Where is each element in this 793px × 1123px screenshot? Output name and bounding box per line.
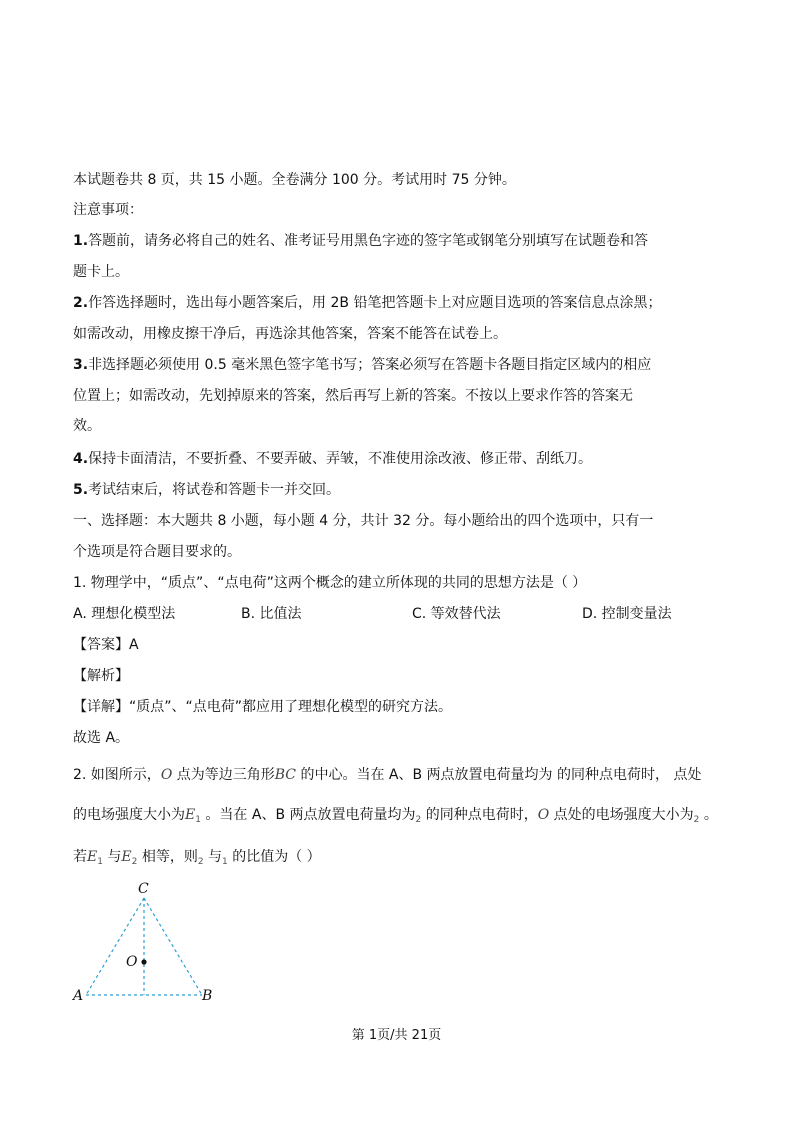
- q2-math-o: O: [160, 767, 173, 783]
- q2-math-e2: E: [121, 849, 132, 865]
- q1-conclusion: 故选 A。: [73, 730, 130, 746]
- detail-tag: 【详解】: [73, 699, 129, 715]
- point-label-o: O: [126, 954, 138, 970]
- notice-4-line-1: [73, 449, 592, 469]
- triangle-figure: [70, 878, 230, 1008]
- notice-text: 答题前，请务必将自己的姓名、准考证号用黑色字迹的签字笔或钢笔分别填写在试题卷和答: [88, 233, 649, 249]
- notice-text: 非选择题必须使用 0.5 毫米黑色签字笔书写；答案必须写在答题卡各题目指定区域内的相应: [88, 357, 652, 373]
- notice-num: 3.: [73, 357, 89, 373]
- q2-text: 的比值为（ ）: [227, 849, 321, 865]
- q2-text: 的同种点电荷时，: [421, 807, 538, 823]
- notice-text: 作答选择题时，选出每小题答案后，用 2B 铅笔把答题卡上对应题目选项的答案信息点涂黑；: [88, 295, 662, 311]
- q1-analysis-tag: 【解析】: [73, 668, 129, 684]
- q2-line-1: [73, 765, 701, 785]
- q2-text: 点处的电场强度大小为: [549, 807, 694, 823]
- q2-text: 点为等边三角形: [172, 767, 275, 783]
- notice-num: 2.: [73, 295, 89, 311]
- q1-option-a: A. 理想化模型法: [73, 606, 176, 622]
- notice-num: 1.: [73, 233, 89, 249]
- q1-answer: [73, 635, 139, 655]
- triangle-side-cb: [144, 898, 202, 995]
- section-title-line-2: 个选项是符合题目要求的。: [73, 544, 241, 560]
- q2-text: 。: [699, 807, 718, 823]
- notice-num: 5.: [73, 482, 89, 498]
- section-title-line-1: 一、选择题：本大题共 8 小题，每小题 4 分，共计 32 分。每小题给出的四个选项中，只有一: [73, 513, 654, 529]
- q2-text: 的电场强度大小为: [73, 807, 185, 823]
- q2-math-o: O: [537, 807, 550, 823]
- q2-subscript: 2: [131, 857, 138, 867]
- q1-option-c: C. 等效替代法: [412, 606, 501, 622]
- q2-subscript: 2: [415, 815, 422, 825]
- detail-text: “质点”、“点电荷”都应用了理想化模型的研究方法。: [129, 699, 453, 715]
- vertex-label-c: C: [138, 881, 149, 897]
- q1-option-b: B. 比值法: [241, 606, 302, 622]
- triangle-side-ca: [86, 898, 144, 995]
- q2-subscript: 2: [693, 815, 700, 825]
- notice-1-line-2: 题卡上。: [73, 264, 129, 280]
- q2-math-bc: BC: [274, 767, 297, 783]
- notice-2-line-1: [73, 293, 661, 313]
- q2-text: 2. 如图所示，: [73, 767, 161, 783]
- q2-subscript: 1: [222, 857, 228, 867]
- q1-option-d: D. 控制变量法: [582, 606, 672, 622]
- exam-header: 本试题卷共 8 页，共 15 小题。全卷满分 100 分。考试用时 75 分钟。: [73, 172, 516, 188]
- q2-text: 若: [73, 849, 87, 865]
- q2-subscript: 1: [97, 857, 103, 867]
- notice-3-line-1: [73, 355, 651, 375]
- notice-title: 注意事项：: [73, 202, 143, 218]
- notice-num: 4.: [73, 451, 89, 467]
- q2-text: 的中心。当在 A、B 两点放置电荷量均为 的同种点电荷时， 点处: [296, 767, 702, 783]
- q2-line-2: [73, 805, 718, 830]
- page-footer: 第 1页/共 21页: [351, 1028, 442, 1043]
- q2-text: 与: [203, 849, 223, 865]
- answer-value: A: [129, 637, 139, 653]
- q2-subscript: 2: [197, 857, 204, 867]
- q2-text: 。当在 A、B 两点放置电荷量均为: [200, 807, 416, 823]
- vertex-label-b: B: [202, 988, 213, 1004]
- notice-2-line-2: 如需改动，用橡皮擦干净后，再选涂其他答案，答案不能答在试卷上。: [73, 326, 507, 342]
- q2-subscript: 1: [195, 815, 201, 825]
- center-point-o: [141, 959, 146, 964]
- q2-line-3: [73, 847, 321, 872]
- notice-text: 保持卡面清洁，不要折叠、不要弄破、弄皱，不准使用涂改液、修正带、刮纸刀。: [88, 451, 593, 467]
- q2-text: 与: [102, 849, 122, 865]
- q2-text: 相等，则: [137, 849, 198, 865]
- q1-stem: 1. 物理学中，“质点”、“点电荷”这两个概念的建立所体现的共同的思想方法是（ ）: [73, 575, 587, 591]
- notice-1-line-1: [73, 231, 648, 251]
- notice-3-line-2: 位置上；如需改动，先划掉原来的答案，然后再写上新的答案。不按以上要求作答的答案无: [73, 388, 633, 404]
- q2-math-e1: E: [87, 849, 98, 865]
- notice-3-line-3: 效。: [73, 418, 101, 434]
- vertex-label-a: A: [73, 988, 84, 1004]
- answer-tag: 【答案】: [73, 637, 129, 653]
- notice-5-line-1: [73, 480, 340, 500]
- q2-math-e: E: [185, 807, 196, 823]
- notice-text: 考试结束后，将试卷和答题卡一并交回。: [88, 482, 341, 498]
- q1-detail: [73, 697, 452, 717]
